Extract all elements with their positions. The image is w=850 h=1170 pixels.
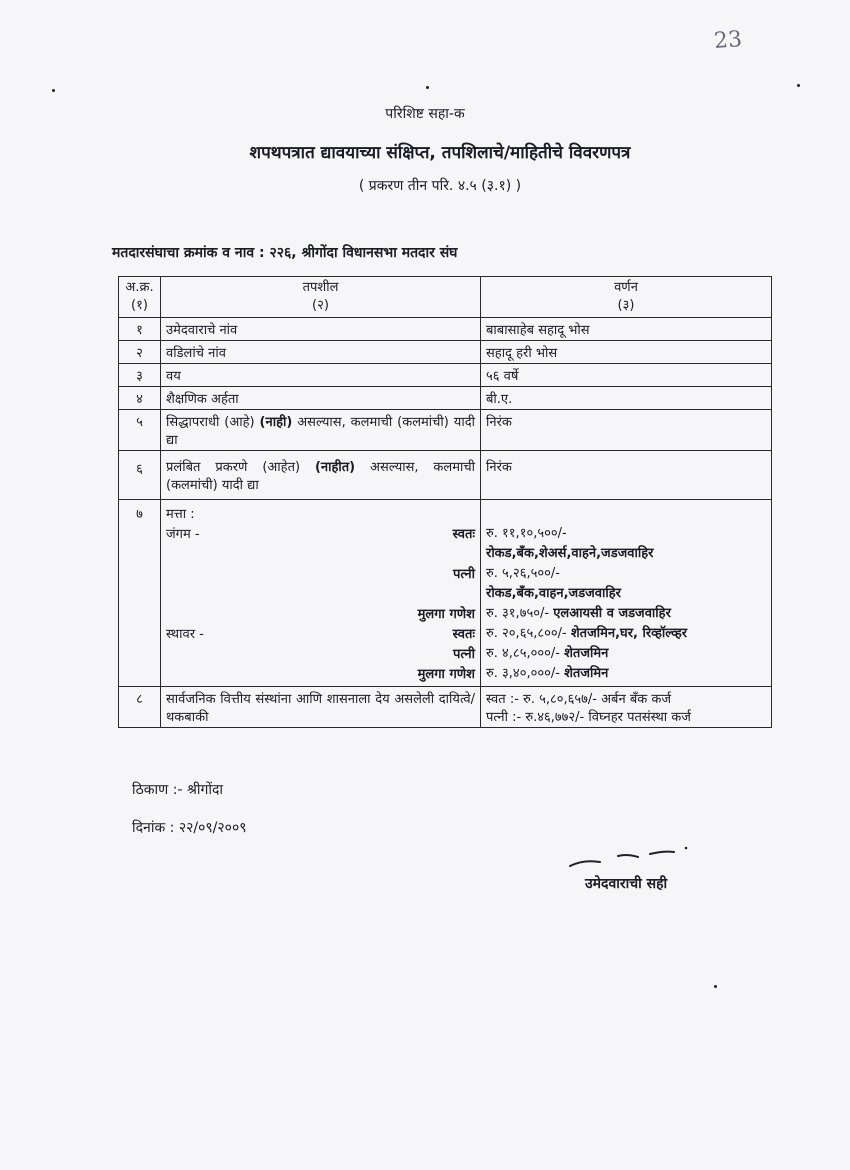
liability-wife: पत्नी :- रु.४६,७७२/- विघ्नहर पतसंस्था कर्ज [486,710,691,725]
appendix-label: परिशिष्ट सहा-क [385,106,465,122]
header-serial: अ.क्र. (१) [119,277,161,318]
table-row [119,318,772,341]
owner-son: मुलगा गणेश [417,667,475,682]
row-value: बी.ए. [481,387,772,410]
table-row [119,451,772,500]
table-row [119,341,772,364]
immovable-son: रु. ३,४०,०००/- शेतजमिन [486,666,609,681]
liabilities-values [481,687,772,728]
table-header-row [119,277,772,318]
table-row [119,364,772,387]
place-line [132,780,223,799]
assets-values [481,500,772,687]
movable-self-amount: रु. ११,१०,५००/- [486,526,567,541]
row-detail: प्रलंबित प्रकरणे (आहेत) (नाहीत) असल्यास, कलमाची (कलमांची) यादी द्या [161,451,481,500]
row-number: १ [119,318,161,341]
owner-wife: पत्नी [453,647,475,662]
movable-self-desc: रोकड,बँक,शेअर्स,वाहने,जडजवाहिर [486,546,654,561]
immovable-label: स्थावर - [166,627,204,642]
constituency-value: २२६, श्रीगोंदा विधानसभा मतदार संघ [269,245,458,261]
row-number: ३ [119,364,161,387]
row-number: ५ [119,410,161,451]
row-value: निरंक [481,410,772,451]
place-value: श्रीगोंदा [186,782,224,798]
assets-row [119,500,772,687]
page-number: 23 [713,27,743,54]
header-detail: तपशील (२) [161,277,481,318]
date-line [132,818,247,837]
movable-wife-desc: रोकड,बँक,वाहन,जडजवाहिर [486,586,621,601]
owner-self: स्वतः [452,527,475,542]
owner-self: स्वतः [452,627,475,642]
row-number: ६ [119,451,161,500]
immovable-self: रु. २०,६५,८००/- शेतजमिन,घर, रिव्हॉल्व्हर [486,626,688,641]
document-subtitle: ( प्रकरण तीन परि. ४.५ (३.१) ) [358,178,522,194]
row-detail: शैक्षणिक अर्हता [161,387,481,410]
row-value: बाबासाहेब सहादू भोस [481,318,772,341]
scan-speck [52,89,55,92]
assets-heading: मत्ता : [166,507,195,522]
constituency-label: मतदारसंघाचा क्रमांक व नाव : [112,245,265,261]
assets-detail [161,500,481,687]
date-value: २२/०९/२००९ [178,820,247,836]
row-detail: सिद्धापराधी (आहे) (नाही) असल्यास, कलमाची (कलमांची) यादी द्या [161,410,481,451]
row-number: ७ [119,500,161,687]
liabilities-detail: सार्वजनिक वित्तीय संस्थांना आणि शासनाला देय असलेली दायित्वे/थकबाकी [161,687,481,728]
owner-son: मुलगा गणेश [417,607,475,622]
signature-label: उमेदवाराची सही [585,876,668,892]
details-table [118,276,772,728]
scan-speck [714,985,717,988]
row-number: ४ [119,387,161,410]
liability-self: स्वत :- रु. ५,८०,६५७/- अर्बन बँक कर्ज [486,692,671,707]
table-row [119,387,772,410]
date-label: दिनांक : [132,820,175,836]
movable-label: जंगम - [166,527,200,542]
constituency-line [112,243,457,262]
scan-speck [797,84,800,87]
immovable-wife: रु. ४,८५,०००/- शेतजमिन [486,646,609,661]
table-row [119,410,772,451]
signature-image [566,842,696,872]
document-title: शपथपत्रात द्यावयाच्या संक्षिप्त, तपशिलाचे/माहितीचे विवरणपत्र [249,143,631,163]
row-detail: उमेदवाराचे नांव [161,318,481,341]
row-value: सहादू हरी भोस [481,341,772,364]
movable-wife-amount: रु. ५,२६,५००/- [486,566,560,581]
header-description: वर्णन (३) [481,277,772,318]
owner-wife: पत्नी [453,567,475,582]
place-label: ठिकाण :- [132,782,183,798]
row-value: निरंक [481,451,772,500]
row-detail: वय [161,364,481,387]
row-value: ५६ वर्षे [481,364,772,387]
movable-son: रु. ३१,७५०/- एलआयसी व जडजवाहिर [486,606,671,621]
liabilities-row [119,687,772,728]
scan-speck [426,86,429,89]
row-number: २ [119,341,161,364]
row-detail: वडिलांचे नांव [161,341,481,364]
row-number: ८ [119,687,161,728]
